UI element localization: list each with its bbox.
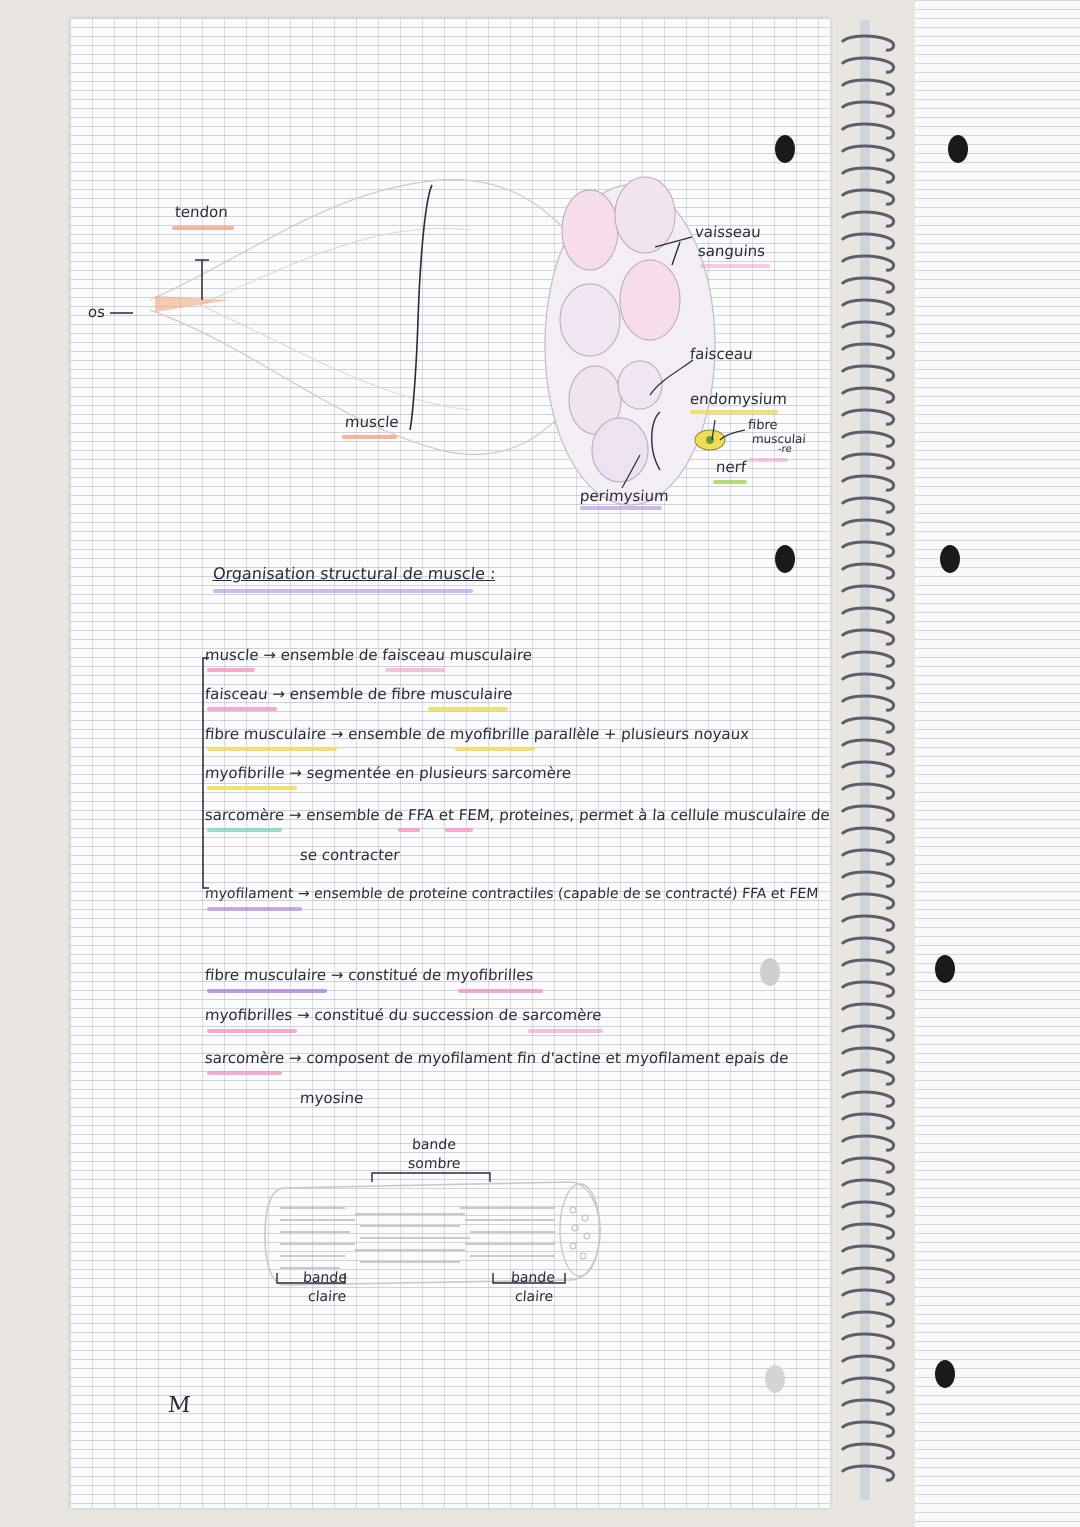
hierarchy-row <box>204 886 818 902</box>
hierarchy-row <box>204 646 532 664</box>
label-tendon: tendon <box>174 203 229 221</box>
hierarchy-row <box>204 764 571 782</box>
highlight <box>458 989 543 993</box>
composition-row <box>299 1089 364 1107</box>
label-bande-sombre-1: bande <box>411 1137 457 1153</box>
label-vaisseau: vaisseau <box>694 223 762 241</box>
definition: myosine <box>299 1089 365 1107</box>
term: fibre musculaire <box>204 725 327 743</box>
highlight <box>455 747 535 751</box>
label-sanguins: sanguins <box>697 242 766 260</box>
definition: ensemble de FFA et FEM, proteines, permet à la cellule musculaire de <box>305 806 831 824</box>
highlight <box>207 786 297 790</box>
composition-row <box>204 966 534 984</box>
hierarchy-row <box>299 846 400 864</box>
punch-hole <box>760 958 780 986</box>
highlight <box>207 828 282 832</box>
highlight-title <box>213 589 473 593</box>
arrow-icon: → <box>271 685 286 703</box>
label-muscle: muscle <box>344 413 400 431</box>
label-bande-claire-left-1: bande <box>302 1270 348 1286</box>
highlight <box>428 707 508 711</box>
label-bande-claire-right-1: bande <box>510 1270 556 1286</box>
highlight <box>207 707 277 711</box>
section-title: Organisation structural de muscle : <box>212 564 497 583</box>
highlight <box>207 989 327 993</box>
label-bande-claire-right-2: claire <box>514 1289 554 1305</box>
highlight <box>207 1029 297 1033</box>
highlight <box>207 1071 282 1075</box>
highlight-muscle <box>342 435 397 439</box>
definition: constitué du succession de sarcomère <box>313 1006 603 1024</box>
term: sarcomère <box>204 1049 285 1067</box>
highlight <box>207 668 255 672</box>
arrow-icon: → <box>330 966 345 984</box>
arrow-icon: → <box>296 1006 311 1024</box>
definition: ensemble de proteine contractiles (capable de se contracté) FFA et FEM <box>313 886 819 902</box>
label-os: os <box>87 303 106 321</box>
highlight-endomysium <box>690 410 778 414</box>
label-bande-claire-left-2: claire <box>307 1289 347 1305</box>
highlight-sanguins <box>700 264 770 268</box>
label-perimysium: perimysium <box>579 487 670 505</box>
arrow-icon: → <box>288 1049 303 1067</box>
punch-hole <box>765 1365 785 1393</box>
definition: se contracter <box>299 846 401 864</box>
label-musculaire-1: musculai <box>751 432 807 446</box>
label-endomysium: endomysium <box>689 390 788 408</box>
hierarchy-row <box>204 725 749 743</box>
highlight <box>528 1029 603 1033</box>
punch-hole <box>935 1360 955 1388</box>
term: muscle <box>204 646 260 664</box>
highlight <box>445 828 473 832</box>
term: fibre musculaire <box>204 966 327 984</box>
highlight-fibre <box>748 458 788 462</box>
arrow-icon: → <box>288 806 303 824</box>
hierarchy-row <box>204 806 830 824</box>
highlight <box>207 907 302 911</box>
term: myofibrille <box>204 764 286 782</box>
arrow-icon: → <box>297 886 311 902</box>
term: faisceau <box>204 685 269 703</box>
highlight <box>385 668 445 672</box>
composition-row <box>204 1006 602 1024</box>
composition-row <box>204 1049 789 1067</box>
definition: ensemble de myofibrille parallèle + plusieurs noyaux <box>347 725 750 743</box>
page-mark: M <box>167 1393 192 1418</box>
definition: segmentée en plusieurs sarcomère <box>306 764 572 782</box>
hierarchy-row <box>204 685 513 703</box>
arrow-icon: → <box>330 725 345 743</box>
arrow-icon: → <box>288 764 303 782</box>
highlight <box>207 747 337 751</box>
definition: constitué de myofibrilles <box>347 966 534 984</box>
definition: composent de myofilament fin d'actine et myofilament epais de <box>305 1049 790 1067</box>
label-musculaire-2: -re <box>777 444 793 455</box>
definition: ensemble de fibre musculaire <box>289 685 514 703</box>
label-nerf: nerf <box>715 458 747 476</box>
definition: ensemble de faisceau musculaire <box>280 646 533 664</box>
highlight-nerf <box>713 480 747 484</box>
term: sarcomère <box>204 806 285 824</box>
label-bande-sombre-2: sombre <box>407 1156 462 1172</box>
term: myofilament <box>204 886 294 902</box>
highlight <box>398 828 420 832</box>
highlight-perimysium <box>580 506 662 510</box>
term: myofibrilles <box>204 1006 293 1024</box>
label-fibre: fibre <box>747 418 779 433</box>
punch-hole <box>935 955 955 983</box>
arrow-icon: → <box>262 646 277 664</box>
highlight-tendon <box>172 226 234 230</box>
muscle-drawing <box>0 0 1080 600</box>
label-faisceau: faisceau <box>689 345 754 363</box>
